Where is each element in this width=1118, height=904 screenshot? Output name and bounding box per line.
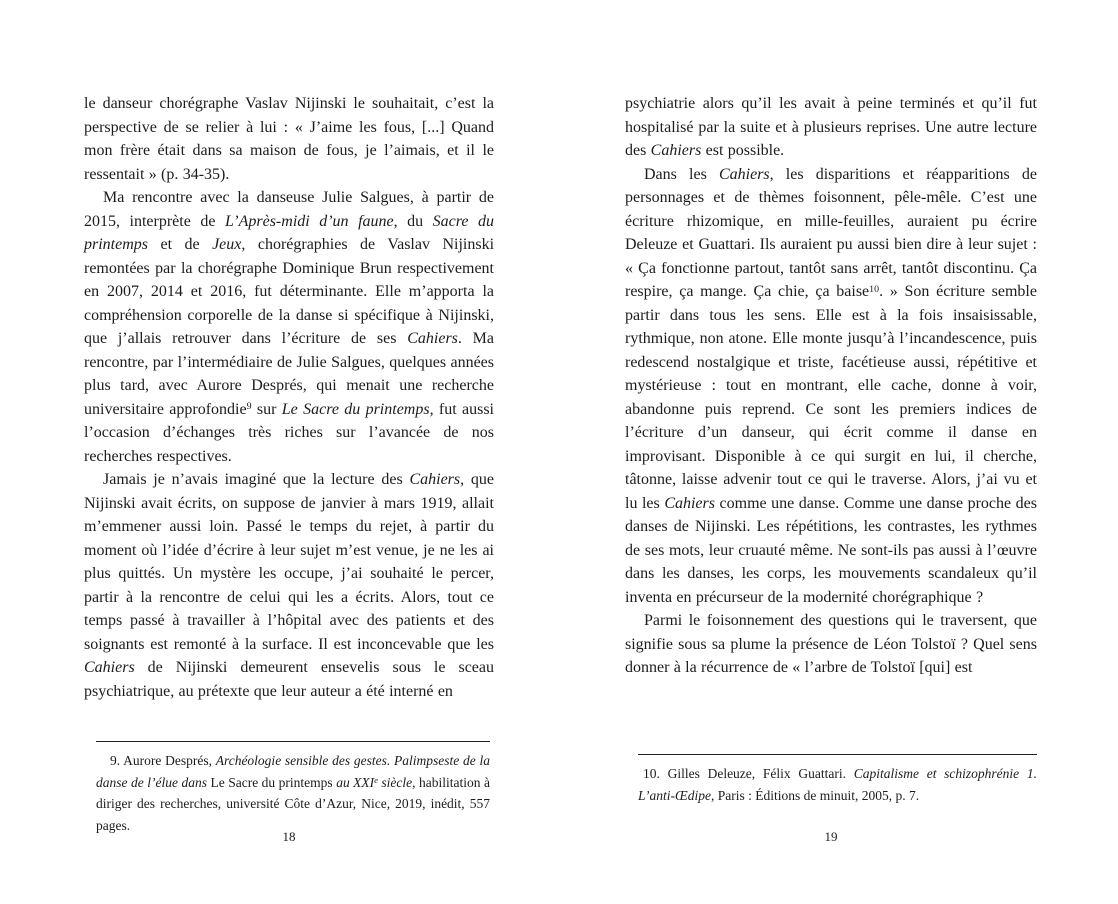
text-segment: que Nijinski avait écrits, on suppose de janvier à mars 1919, allait m’emmener aussi loin. Passé le temps du rejet, à partir du moment où l’idée d’écrire à leur sujet m’est venue, je ne les ai plus quittés. Un mystère les occupe, j’ai souhaité le percer, partir à la rencontre de celui qui les a écrits. Alors, tout ce temps passé à travailler à l’hôpital avec des patients et des soignants est remonté à la surface. Il est inconcevable que les: [84, 471, 494, 653]
text-segment: , Paris : Éditions de minuit, 2005, p. 7.: [710, 787, 920, 803]
paragraph: [625, 609, 1037, 680]
text-segment: Jamais je n’avais imaginé que la lecture des: [103, 471, 410, 488]
text-segment: Jeux: [212, 236, 242, 253]
text-segment: Le Sacre du printemps: [281, 400, 430, 418]
footnote-text: [638, 763, 1037, 806]
text-segment: , les disparitions et réapparitions de personnages et de thèmes foisonnent, pêle-mêle. C’est une écriture rhizomique, en mille-feuilles, auraient pu écrire Deleuze et Guattari. Ils auraient pu aussi bien dire à leur sujet : « Ça fonctionne partout, tantôt sans arrêt, tantôt discontinu. Ça respire, ça mange. Ça chie, ça baise: [625, 165, 1038, 300]
text-segment: Archéologie sensible des gestes. Palimpseste de la danse de l’élue dans: [96, 753, 490, 790]
text-segment: , habilitation à diriger des recherches, université Côte d’Azur, Nice, 2019, inédit, 557 pages.: [96, 774, 490, 833]
text-segment: Le Sacre du printemps: [206, 774, 337, 790]
right-page-number: 19: [824, 829, 838, 844]
footnote-text: [96, 750, 490, 836]
text-segment: , chorégraphies de Vaslav Nijinski remontées par la chorégraphe Dominique Brun respectivement en 2007, 2014 et 2016, fut déterminante. Elle m’apporta la compréhension corporelle de la danse si spécifique à Nijinski, que j’allais retrouver dans l’écriture de ses: [84, 236, 495, 347]
text-segment: 9. Aurore Després,: [110, 753, 216, 768]
right-page-body: [625, 92, 1037, 680]
paragraph: [84, 468, 494, 703]
text-segment: L’Après-midi d’un faune: [224, 212, 394, 230]
text-segment: est possible.: [701, 142, 785, 159]
text-segment: psychiatrie alors qu’il les avait à peine terminés et qu’il fut hospitalisé par la suite et à plusieurs reprises. Une autre lecture des: [625, 95, 1037, 159]
text-segment: comme une danse. Comme une danse proche des danses de Nijinski. Les répétitions, les contrastes, les rythmes de ses mots, leur cruauté même. Ne sont-ils pas aussi à l’œuvre dans les danses, les corps, les mouvements scandaleux qu’il inventa en précurseur de la modernité chorégraphique ?: [625, 494, 1037, 606]
text-segment: sur: [251, 400, 282, 418]
text-segment: Cahiers,: [409, 471, 465, 488]
text-segment: Capitalisme et schizophrénie 1. L’anti-Œdipe: [638, 766, 1038, 803]
text-segment: au XXI: [336, 774, 375, 790]
text-segment: Cahiers: [84, 659, 135, 676]
left-page-body: [84, 92, 494, 703]
footnote-marker: e: [374, 775, 378, 785]
text-segment: Cahiers: [407, 330, 458, 347]
paragraph: [625, 163, 1037, 610]
text-segment: 10. Gilles Deleuze, Félix Guattari.: [643, 766, 854, 781]
text-segment: de Nijinski demeurent ensevelis sous le sceau psychiatrique, au prétexte que leur auteur a été interné en: [84, 659, 494, 700]
text-segment: Sacre du printemps: [84, 212, 495, 253]
text-segment: Cahiers: [664, 494, 715, 512]
footnote-rule: [96, 741, 490, 742]
paragraph: [84, 92, 494, 186]
text-segment: , fut aussi l’occasion d’échanges très riches sur l’avancée de nos recherches respectives.: [84, 400, 494, 465]
text-segment: le danseur chorégraphe Vaslav Nijinski le souhaitait, c’est la perspective de se relier à lui : « J’aime les fous, [...] Quand mon frère était dans sa maison de fous, je l’aimais, et il le ressentait » (p. 34-35).: [84, 95, 494, 183]
text-segment: siècle: [377, 774, 413, 790]
text-segment: . » Son écriture semble partir dans tous les sens. Elle est à la fois insaisissable, rythmique, non atone. Elle monte jusqu’à l’incandescence, puis redescend nostalgique et triste, facétieuse aussi, répétitive et mystérieuse : tout en montrant, elle cache, donne à voir, abandonne puis reprend. Ce sont les premiers indices de l’écriture d’un danseur, qui écrit comme il danse en improvisant. Disponible à ce qui surgit en lui, il cherche, tâtonne, laisse advenir tout ce qui le traverse. Alors, j’ai vu et lu les: [625, 283, 1037, 512]
footnote-marker: 9: [246, 401, 252, 413]
text-segment: Cahiers: [650, 142, 702, 159]
right-page-footnote: [638, 754, 1037, 806]
text-segment: Ma rencontre avec la danseuse Julie Salgues, à partir de 2015, interprète de: [84, 189, 494, 230]
footnote-rule: [638, 754, 1037, 755]
text-segment: Parmi le foisonnement des questions qui le traversent, que signifie sous sa plume la présence de Léon Tolstoï ? Quel sens donner à la récurrence de « l’arbre de Tolstoï [qui] est: [625, 612, 1037, 676]
paragraph: [84, 186, 494, 468]
text-segment: Dans les: [644, 165, 719, 183]
footnote-marker: 10: [869, 283, 880, 295]
left-page-number: 18: [282, 829, 296, 844]
text-segment: . Ma rencontre, par l’intermédiaire de Julie Salgues, quelques années plus tard, avec Aurore Després, qui menait une recherche universitaire approfondie: [84, 330, 494, 418]
text-segment: et de: [148, 236, 213, 253]
paragraph: [625, 92, 1037, 163]
text-segment: Cahiers: [718, 165, 770, 183]
left-page-footnote: [96, 741, 490, 836]
text-segment: , du: [393, 212, 433, 230]
